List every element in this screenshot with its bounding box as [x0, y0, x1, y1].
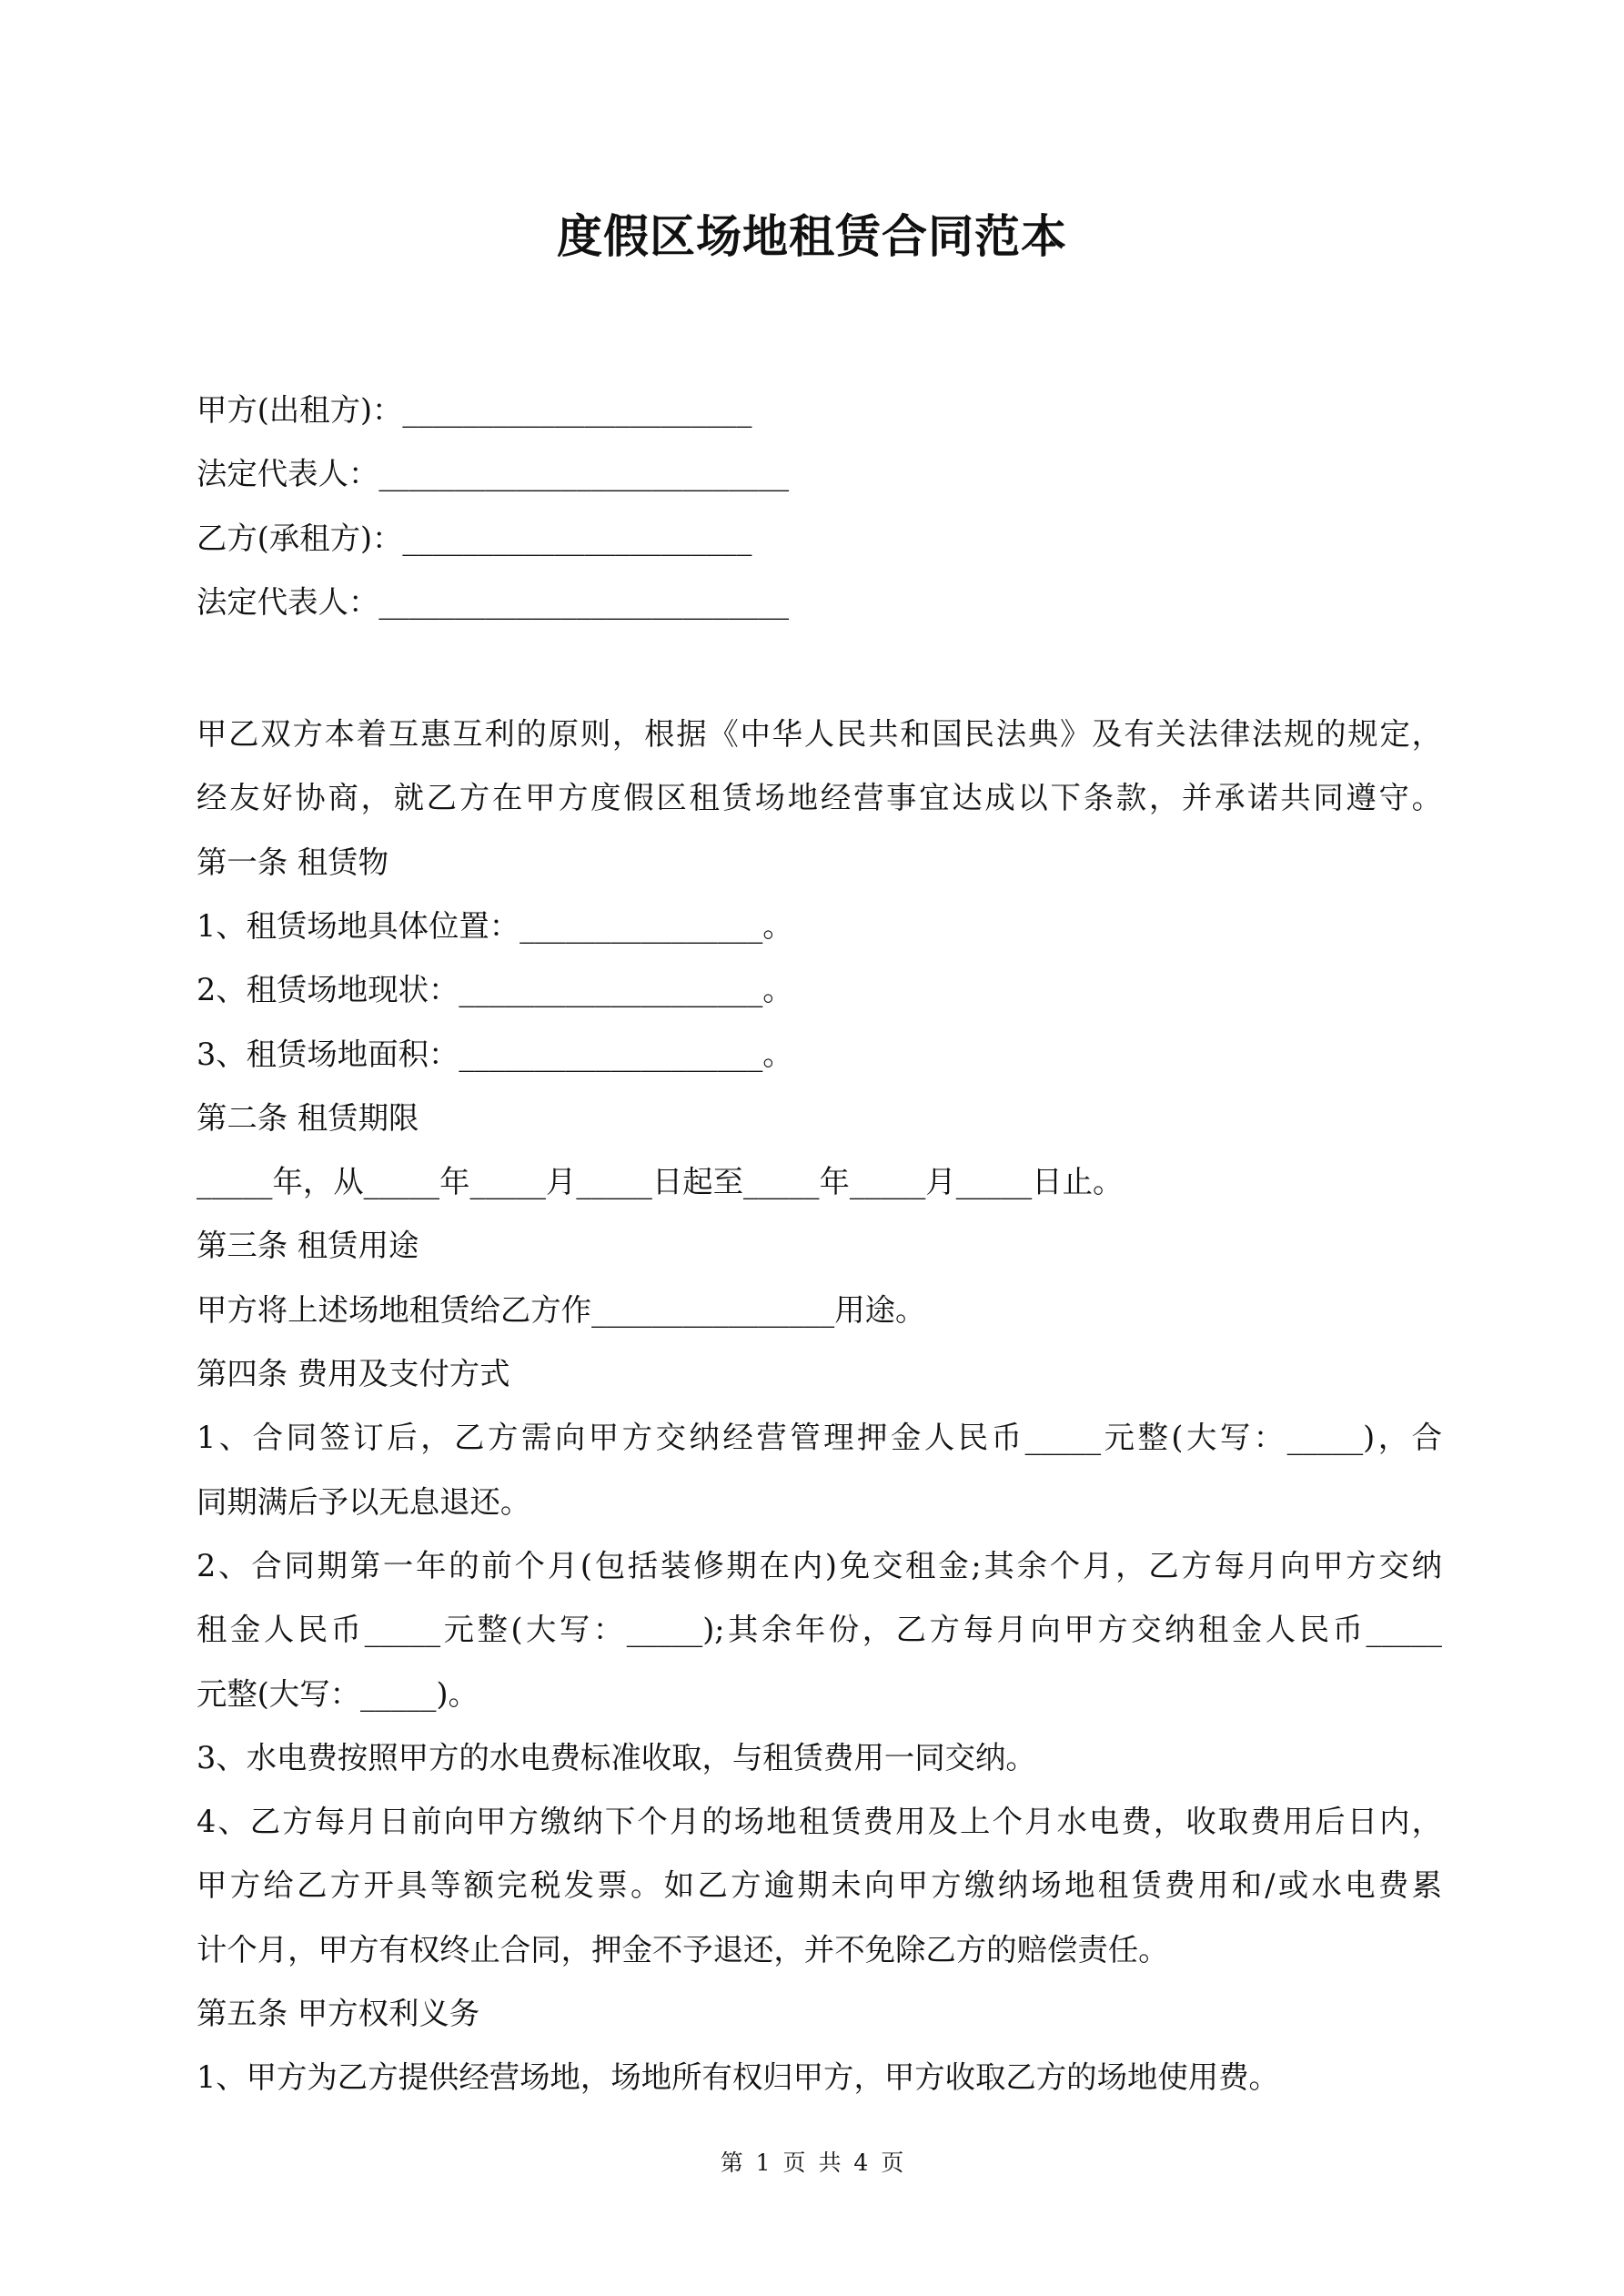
party-a-line: 甲方(出租方)：_______________________: [197, 392, 752, 428]
article-heading: 第一条 租赁物: [197, 844, 388, 880]
body-line: 同期满后予以无息退还。: [197, 1483, 531, 1520]
body-line: 2、租赁场地现状：____________________。: [197, 972, 793, 1008]
article-heading: 第四条 费用及支付方式: [197, 1356, 510, 1391]
body-line: 3、租赁场地面积：____________________。: [197, 1036, 793, 1072]
body-line: 租金人民币_____元整(大写：_____);其余年份，乙方每月向甲方交纳租金人民币_____: [197, 1612, 1442, 1648]
body-line: 甲乙双方本着互惠互利的原则，根据《中华人民共和国民法典》及有关法律法规的规定，: [197, 716, 1442, 752]
body-line: 3、水电费按照甲方的水电费标准收取，与租赁费用一同交纳。: [197, 1739, 1036, 1775]
body-line: 1、合同签订后，乙方需向甲方交纳经营管理押金人民币_____元整(大写：_____)，合: [197, 1420, 1442, 1456]
body-line: 甲方将上述场地租赁给乙方作________________用途。: [197, 1291, 926, 1328]
body-line: 1、租赁场地具体位置：________________。: [197, 907, 793, 944]
body-line: _____年，从_____年_____月_____日起至_____年_____月_____日止。: [197, 1164, 1124, 1200]
party-a-representative-line: 法定代表人：___________________________: [197, 456, 790, 491]
body-line: 元整(大写：_____)。: [197, 1675, 479, 1712]
article-heading: 第三条 租赁用途: [197, 1228, 419, 1264]
page-footer: 第 1 页 共 4 页: [720, 2149, 904, 2176]
party-b-line: 乙方(承租方)：_______________________: [197, 521, 752, 556]
body-line: 2、合同期第一年的前个月(包括装修期在内)免交租金;其余个月，乙方每月向甲方交纳: [197, 1547, 1442, 1583]
body-line: 4、乙方每月日前向甲方缴纳下个月的场地租赁费用及上个月水电费，收取费用后日内，: [197, 1804, 1442, 1840]
document-title: 度假区场地租赁合同范本: [557, 209, 1067, 263]
article-heading: 第五条 甲方权利义务: [197, 1996, 480, 2031]
body-line: 1、甲方为乙方提供经营场地，场地所有权归甲方，甲方收取乙方的场地使用费。: [197, 2059, 1279, 2096]
body-line: 计个月，甲方有权终止合同，押金不予退还，并不免除乙方的赔偿责任。: [197, 1931, 1169, 1967]
body-line: 经友好协商，就乙方在甲方度假区租赁场地经营事宜达成以下条款，并承诺共同遵守。: [197, 780, 1442, 816]
body-line: 甲方给乙方开具等额完税发票。如乙方逾期未向甲方缴纳场地租赁费用和/或水电费累: [197, 1867, 1442, 1904]
article-heading: 第二条 租赁期限: [197, 1099, 419, 1136]
party-b-representative-line: 法定代表人：___________________________: [197, 584, 790, 620]
